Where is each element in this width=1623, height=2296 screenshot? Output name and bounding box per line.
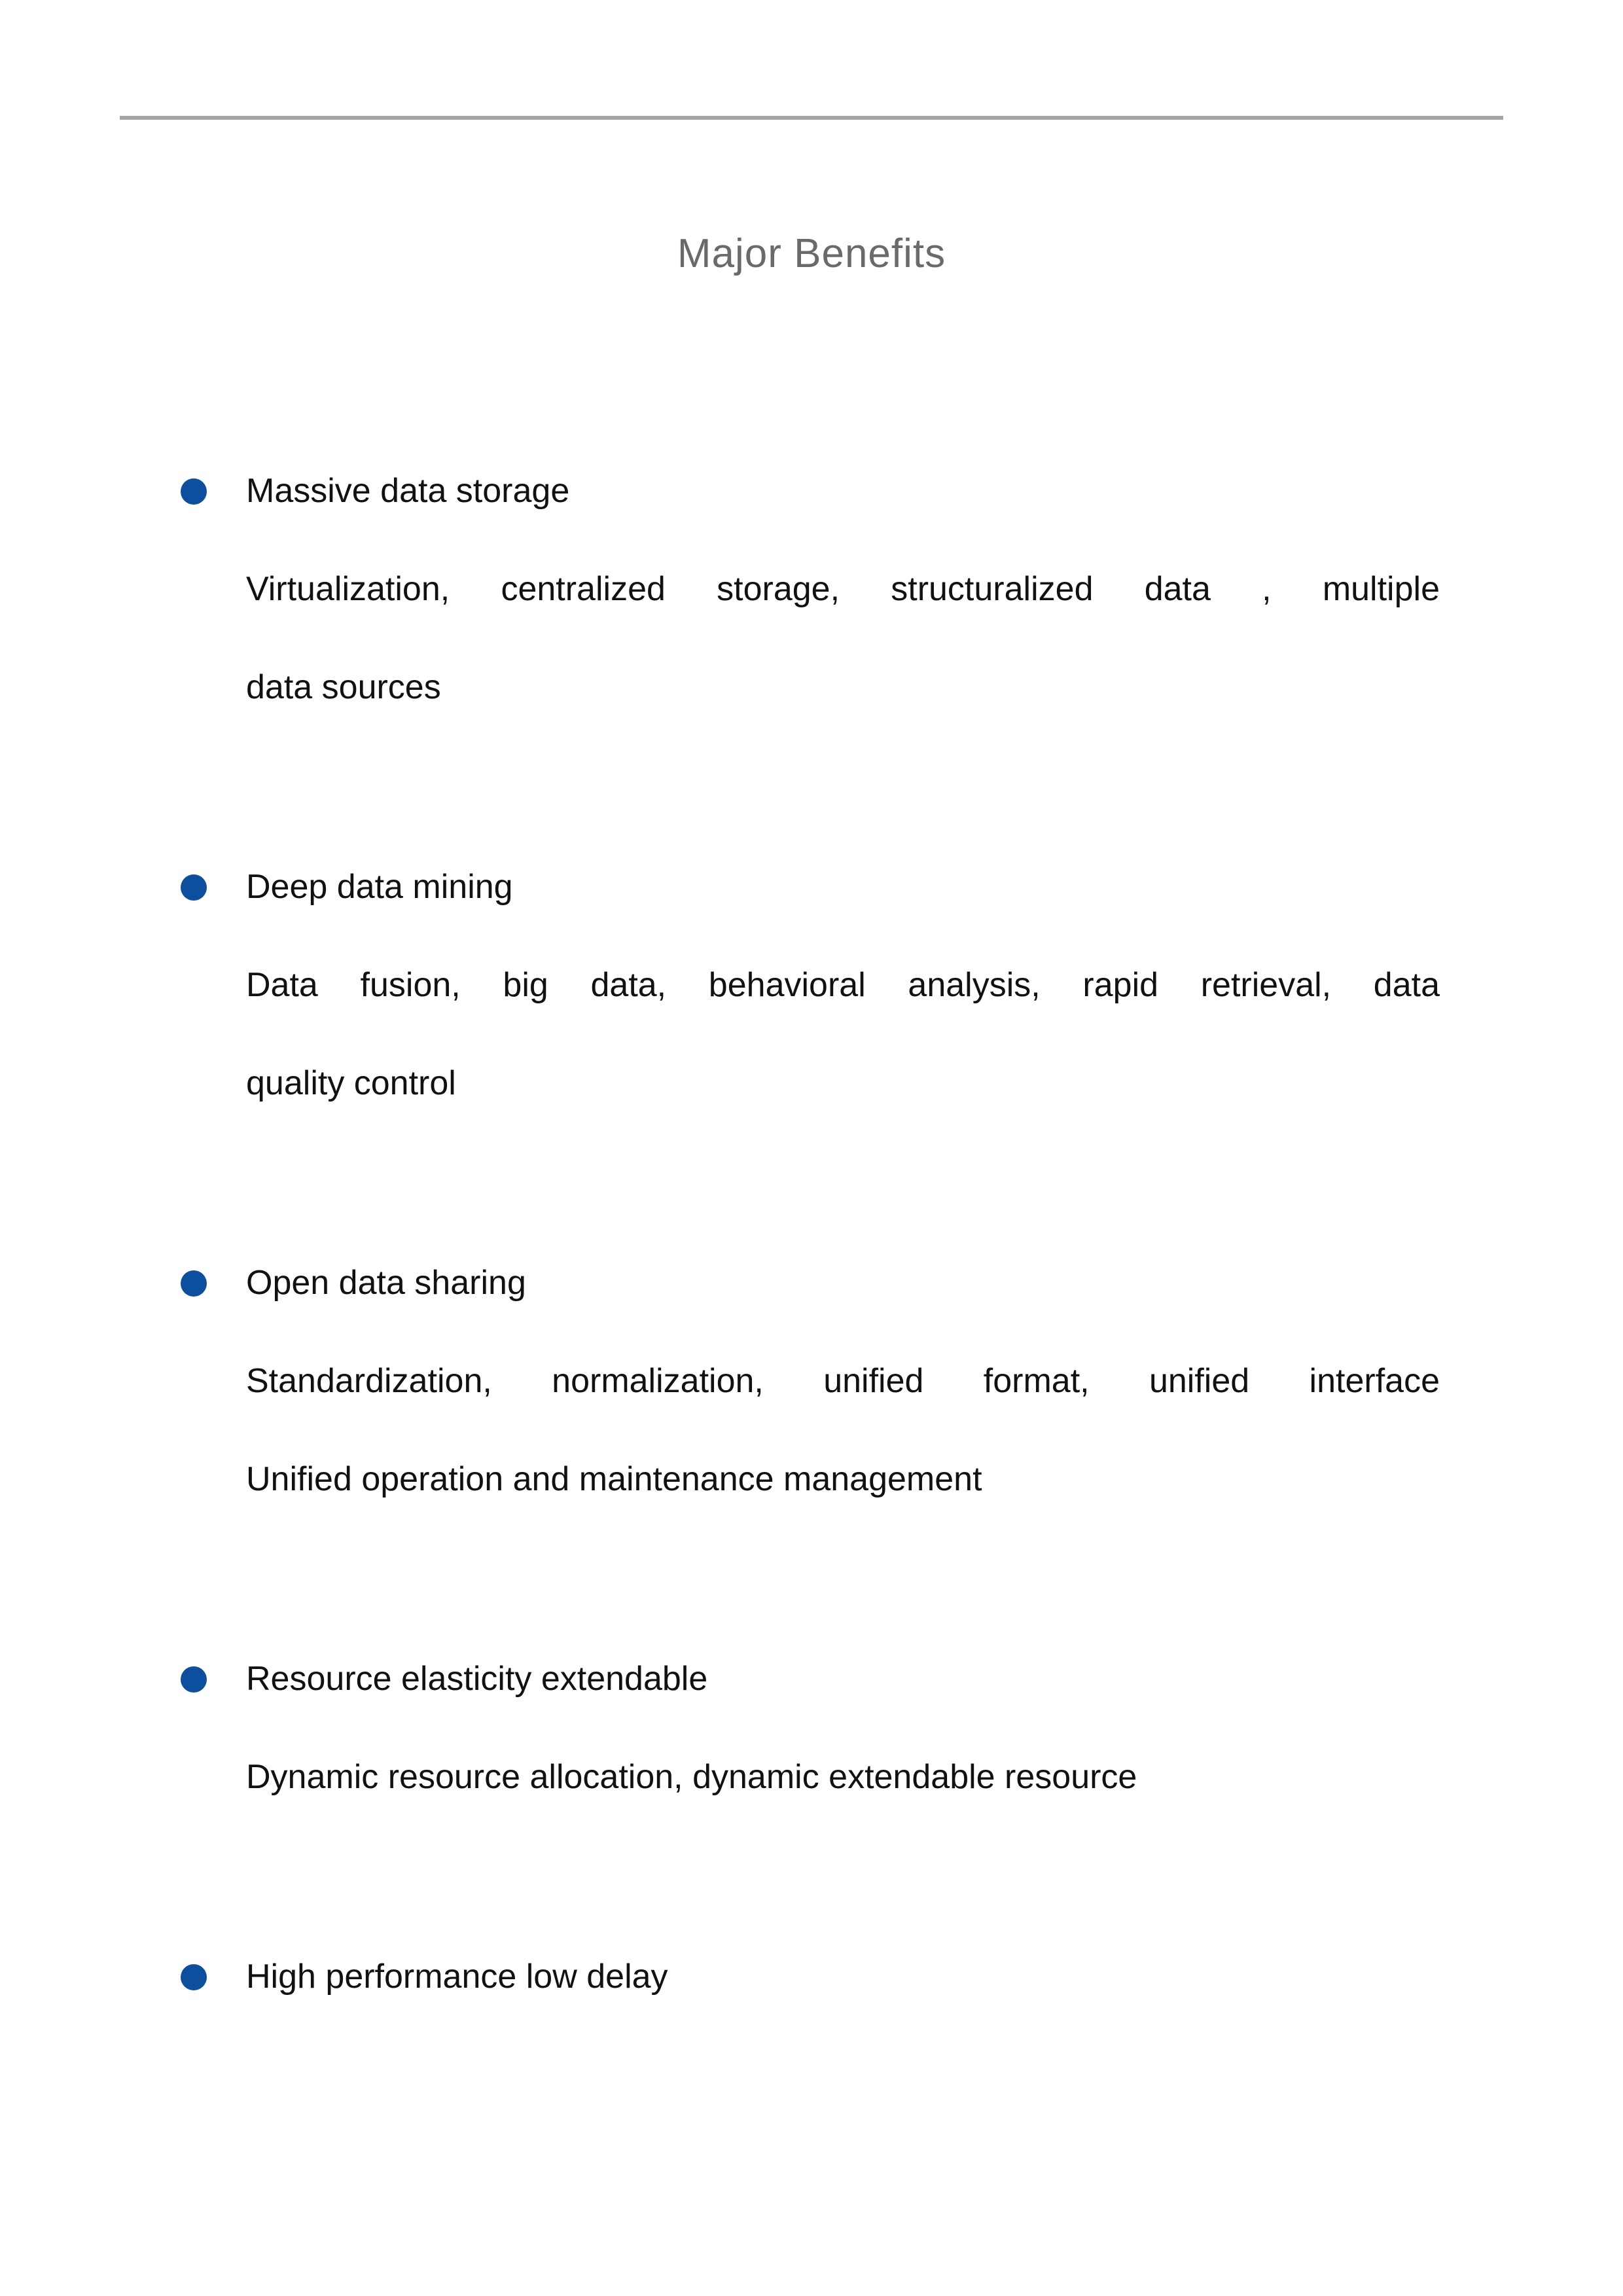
bullet-body-line: Unified operation and maintenance management [246, 1460, 982, 1498]
bullet-heading: Resource elasticity extendable [246, 1660, 708, 1698]
list-item-deep-data-mining [181, 838, 1440, 1132]
bullet-body-line: Dynamic resource allocation, dynamic extendable resource [246, 1758, 1137, 1796]
bullet-heading: Massive data storage [246, 472, 570, 510]
bullet-body-line: Standardization, normalization, unified format, unified interface [246, 1362, 1440, 1400]
list-item-resource-elasticity [181, 1630, 1440, 1826]
bullet-icon [181, 478, 207, 505]
bullet-body-line: Data fusion, big data, behavioral analysis, rapid retrieval, data [246, 966, 1440, 1004]
top-divider-rule [120, 116, 1503, 120]
bullet-icon [181, 874, 207, 901]
bullet-heading: High performance low delay [246, 1958, 668, 1996]
bullet-body-line: quality control [246, 1064, 456, 1102]
bullet-heading: Open data sharing [246, 1264, 526, 1302]
bullet-heading: Deep data mining [246, 868, 513, 906]
list-item-high-performance [181, 1928, 1440, 2026]
benefits-list [181, 442, 1440, 2026]
bullet-icon [181, 1270, 207, 1297]
list-item-massive-data-storage [181, 442, 1440, 736]
list-item-open-data-sharing [181, 1234, 1440, 1528]
bullet-icon [181, 1666, 207, 1693]
bullet-body-line: data sources [246, 668, 441, 706]
bullet-icon [181, 1964, 207, 1990]
bullet-body-line: Virtualization, centralized storage, structuralized data , multiple [246, 570, 1440, 608]
page-title: Major Benefits [677, 231, 946, 276]
